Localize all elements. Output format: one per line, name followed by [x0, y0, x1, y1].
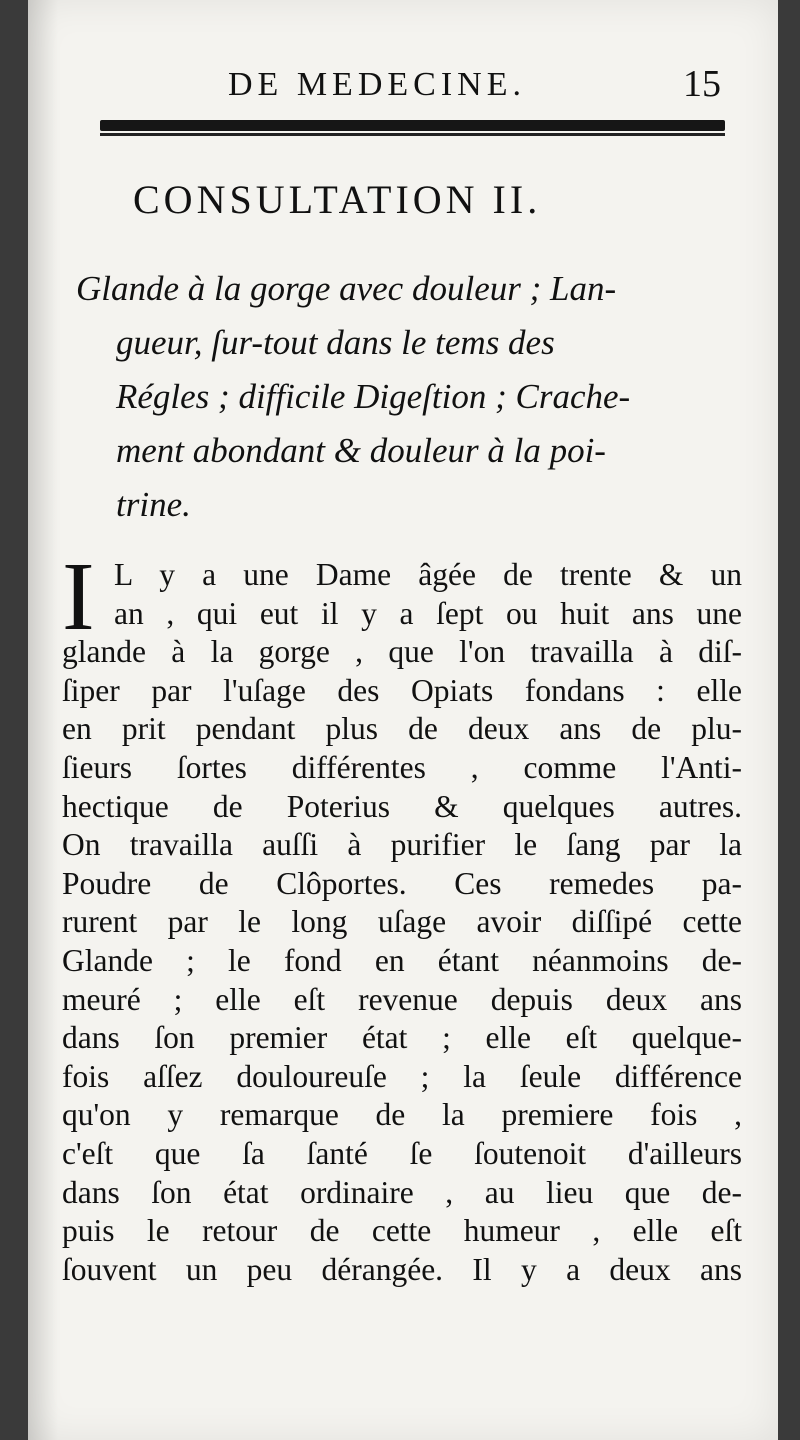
- drop-cap: I: [62, 543, 95, 651]
- body-text: [62, 543, 742, 1289]
- summary-line: Glande à la gorge avec douleur ; Lan-: [76, 269, 617, 308]
- body-line: rurent par le long uſage avoir diſſipé cette: [62, 904, 742, 940]
- body-line: puis le retour de cette humeur , elle eſt: [62, 1213, 742, 1249]
- summary-line: Régles ; difficile Digeſtion ; Crache-: [116, 377, 631, 416]
- summary-line: ment abondant & douleur à la poi-: [116, 431, 606, 470]
- body-line: meuré ; elle eſt revenue depuis deux ans: [62, 981, 742, 1017]
- body-line: dans ſon état ordinaire , au lieu que de-: [62, 1174, 742, 1210]
- body-line: hectique de Poterius & quelques autres.: [62, 788, 742, 824]
- body-line: glande à la gorge , que l'on travailla à diſ-: [62, 634, 742, 670]
- body-line: On travailla auſſi à purifier le ſang par la: [62, 827, 742, 863]
- book-page: [28, 0, 778, 1440]
- body-line: Poudre de Clôportes. Ces remedes pa-: [62, 865, 742, 901]
- summary-line: trine.: [116, 485, 191, 524]
- consultation-summary: [76, 262, 736, 532]
- section-title: CONSULTATION II.: [133, 177, 542, 222]
- summary-line: gueur, ſur-tout dans le tems des: [116, 323, 555, 362]
- body-line: c'eſt que ſa ſanté ſe ſoutenoit d'ailleurs: [62, 1135, 742, 1171]
- body-line: ſouvent un peu dérangée. Il y a deux ans: [62, 1251, 742, 1287]
- page-number: 15: [683, 63, 721, 105]
- body-line: dans ſon premier état ; elle eſt quelque-: [62, 1020, 742, 1056]
- body-line: an , qui eut il y a ſept ou huit ans une: [114, 595, 742, 631]
- body-line: L y a une Dame âgée de trente & un: [114, 557, 742, 592]
- body-line: ſiper par l'uſage des Opiats fondans : elle: [62, 672, 742, 708]
- body-line: en prit pendant plus de deux ans de plu-: [62, 711, 742, 747]
- body-line: ſieurs ſortes différentes , comme l'Anti-: [62, 749, 742, 785]
- body-line: fois aſſez douloureuſe ; la ſeule différence: [62, 1058, 742, 1094]
- body-line: Glande ; le fond en étant néanmoins de-: [62, 942, 742, 978]
- body-line: qu'on y remarque de la premiere fois ,: [62, 1097, 742, 1133]
- running-head: DE MEDECINE.: [228, 66, 526, 103]
- header-rule: [100, 120, 725, 131]
